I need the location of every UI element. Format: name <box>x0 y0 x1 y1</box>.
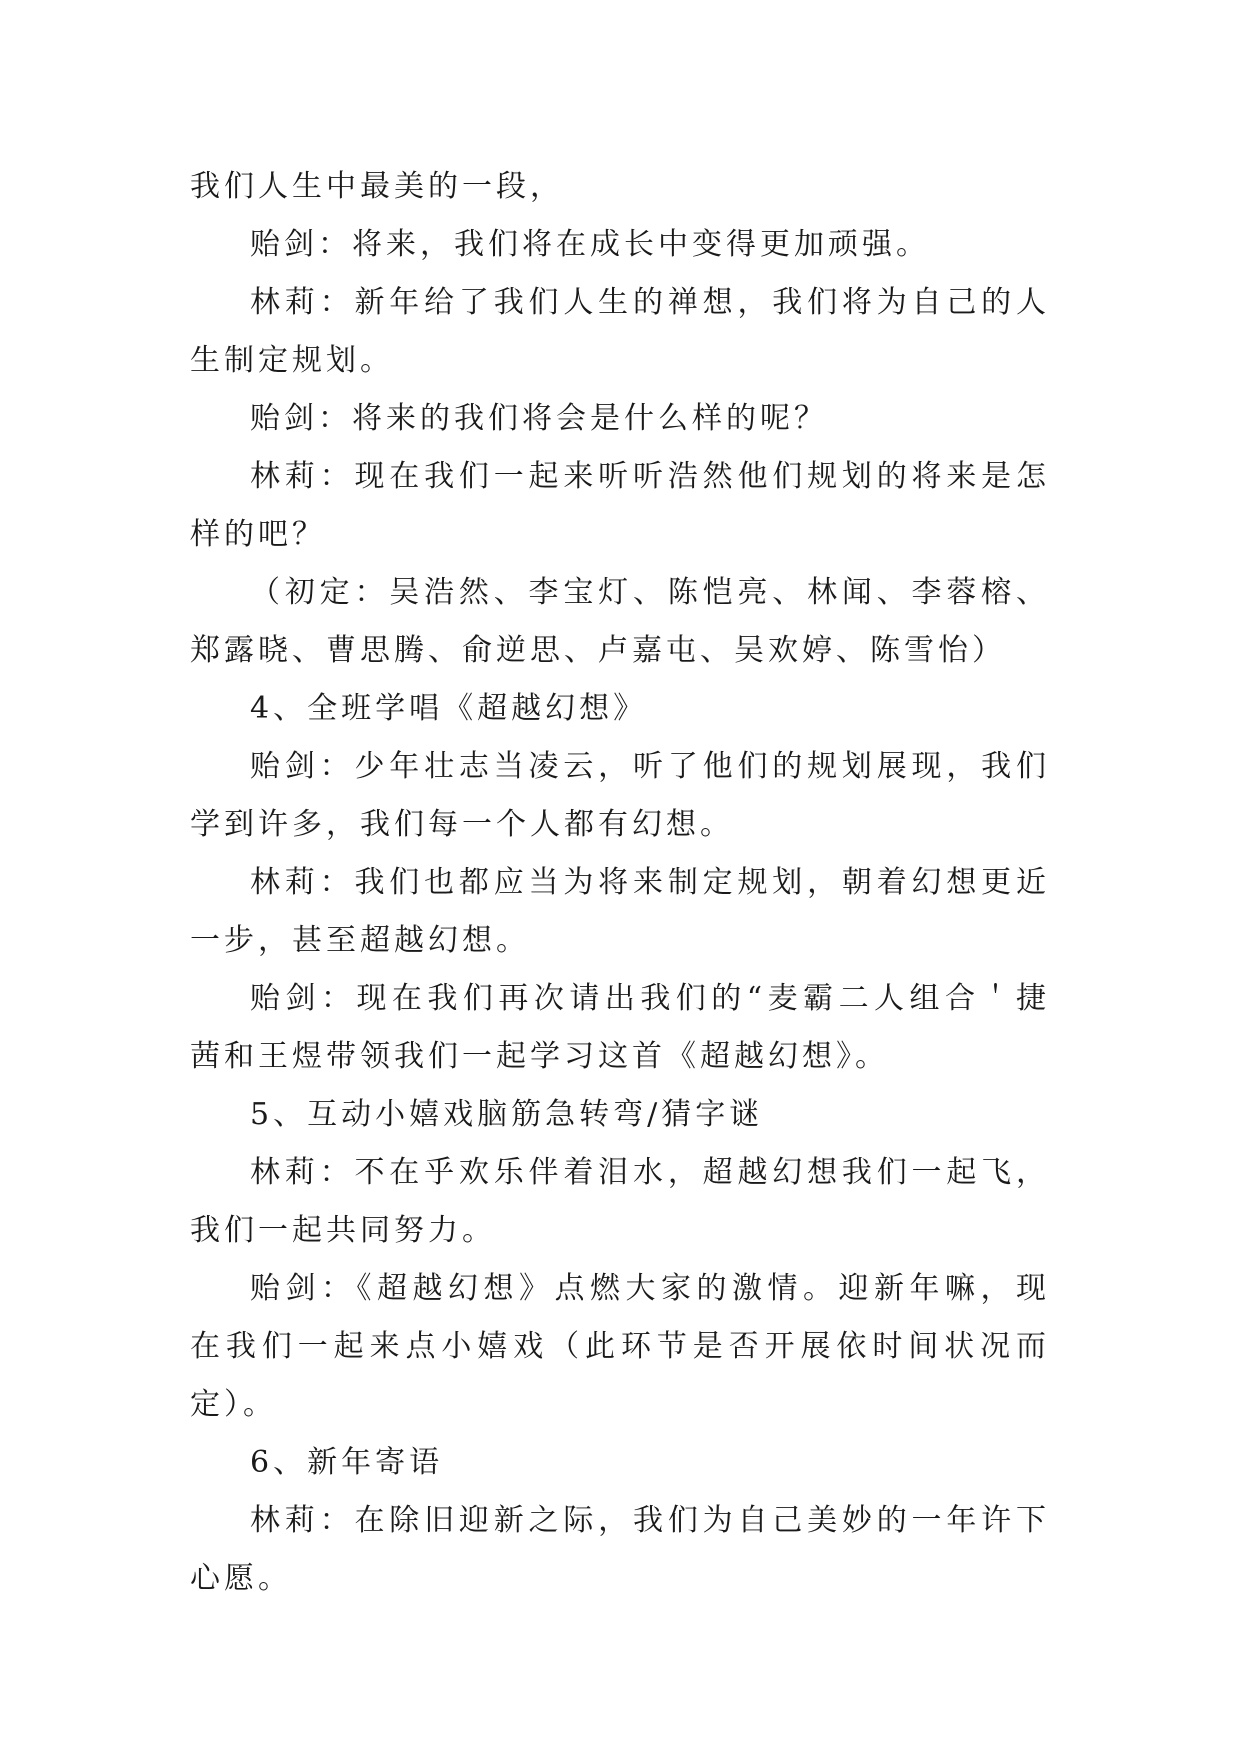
paragraph: 林莉：不在乎欢乐伴着泪水，超越幻想我们一起飞，我们一起共同努力。 <box>190 1155 1050 1248</box>
section-heading: 5、互动小嬉戏脑筋急转弯/猜字谜 <box>250 1097 764 1132</box>
paragraph: 贻剑：将来的我们将会是什么样的呢？ <box>250 401 828 436</box>
paragraph: 我们人生中最美的一段， <box>190 169 564 204</box>
paragraph: 贻剑：将来，我们将在成长中变得更加顽强。 <box>250 227 930 262</box>
paragraph: （初定：吴浩然、李宝灯、陈恺亮、林闻、李蓉榕、郑露晓、曹思腾、俞逆思、卢嘉屯、吴欢婷、陈雪怡） <box>190 575 1050 668</box>
paragraph: 贻剑：现在我们再次请出我们的“麦霸二人组合＇捷茜和王煜带领我们一起学习这首《超越幻想》。 <box>190 981 1050 1074</box>
paragraph: 林莉：新年给了我们人生的禅想，我们将为自己的人生制定规划。 <box>190 285 1050 378</box>
document-body <box>190 158 1050 1608</box>
paragraph: 林莉：我们也都应当为将来制定规划，朝着幻想更近一步，甚至超越幻想。 <box>190 865 1050 958</box>
section-heading: 6、新年寄语 <box>250 1445 444 1480</box>
paragraph: 贻剑：少年壮志当凌云，听了他们的规划展现，我们学到许多，我们每一个人都有幻想。 <box>190 749 1050 842</box>
paragraph: 林莉：在除旧迎新之际，我们为自己美妙的一年许下心愿。 <box>190 1503 1050 1596</box>
section-heading: 4、全班学唱《超越幻想》 <box>250 691 648 726</box>
paragraph: 林莉：现在我们一起来听听浩然他们规划的将来是怎样的吧？ <box>190 459 1050 552</box>
paragraph: 贻剑：《超越幻想》点燃大家的激情。迎新年嘛，现在我们一起来点小嬉戏（此环节是否开展依时间状况而定）。 <box>190 1271 1050 1422</box>
